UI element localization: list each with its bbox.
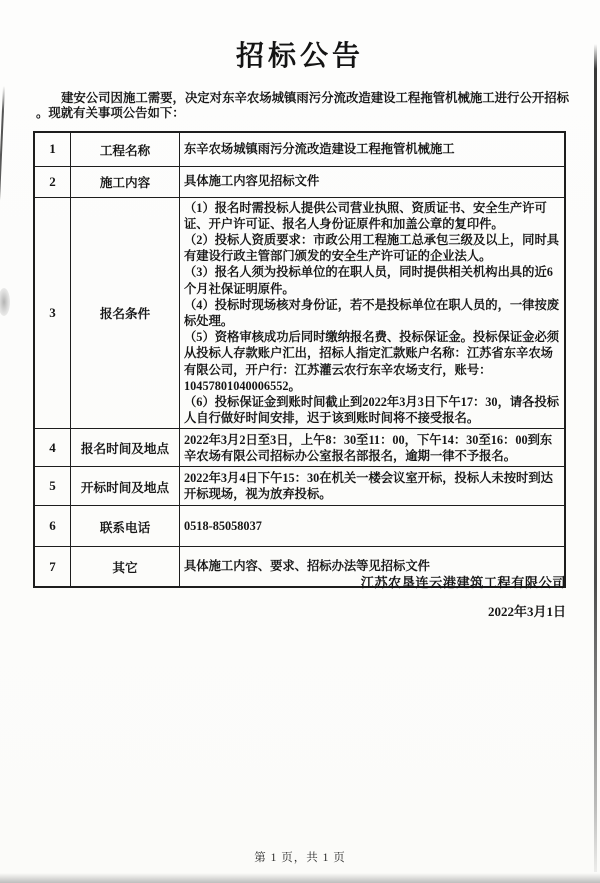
row-content-paragraph: 0518-85058037	[184, 519, 262, 534]
scan-artifact-bottom-shade	[0, 873, 600, 883]
table-row	[34, 166, 565, 197]
table-row	[34, 132, 565, 166]
row-content-paragraph: （5）资格审核成功后同时缴纳报名费、投标保证金。投标保证金必须从投标人存款账户汇出，招标人指定汇款账户名称：江苏省东辛农场有限公司，开户行：江苏灌云农行东辛农场支行，账号：10457801040006552。	[184, 330, 560, 393]
table-row	[34, 506, 565, 547]
intro-paragraph	[36, 91, 570, 121]
row-number: 1	[34, 132, 71, 166]
row-label: 工程名称	[71, 132, 180, 166]
issuer-company: 江苏农垦连云港建筑工程有限公司	[360, 575, 566, 590]
row-content-paragraph: （6）投标保证金到账时间截止到2022年3月3日下午17：30，请各投标人自行做好时间安排，迟于该到账时间将不接受报名。	[184, 394, 560, 426]
announcement-table	[33, 131, 566, 588]
row-number: 6	[34, 506, 71, 547]
row-number: 4	[34, 429, 71, 467]
row-content	[180, 506, 566, 547]
row-content-paragraph: 具体施工内容、要求、招标办法等见招标文件	[184, 559, 430, 574]
row-content	[180, 467, 566, 506]
scan-artifact-right-edge	[594, 44, 597, 872]
intro-line-1: 建安公司因施工需要，决定对东辛农场城镇雨污分流改造建设工程拖管机械施工进行公开招标	[61, 91, 570, 105]
row-content	[180, 197, 566, 429]
row-content-paragraph: 具体施工内容见招标文件	[184, 174, 320, 189]
row-number: 2	[34, 166, 71, 197]
table-row	[34, 429, 565, 467]
row-label: 其它	[71, 547, 180, 587]
row-content-paragraph: 东辛农场城镇雨污分流改造建设工程拖管机械施工	[184, 142, 455, 157]
table-row	[34, 467, 565, 506]
page-number: 第 1 页，共 1 页	[254, 852, 346, 864]
issue-date: 2022年3月1日	[487, 604, 566, 619]
row-label: 报名条件	[71, 197, 180, 429]
intro-line-2: 。现就有关事项公告如下：	[36, 105, 185, 120]
table-row	[34, 197, 565, 429]
row-content	[180, 132, 566, 166]
row-content-paragraph: 2022年3月2日至3日，上午8：30至11：00，下午14：30至16：00到东辛农场有限公司招标办公室报名部报名，逾期一律不予报名。	[184, 432, 553, 463]
document-title: 招标公告	[235, 41, 364, 72]
row-content-paragraph: （4）投标时现场核对身份证，若不是投标单位在职人员的，一律按废标处理。	[184, 297, 560, 328]
row-number: 3	[34, 197, 71, 429]
row-label: 开标时间及地点	[71, 467, 180, 506]
row-content-paragraph: 2022年3月4日下午15：30在机关一楼会议室开标，投标人未按时到达开标现场，视为放弃投标。	[184, 471, 553, 502]
row-label: 报名时间及地点	[71, 429, 180, 467]
scan-artifact-left-line	[0, 86, 5, 298]
row-number: 7	[34, 547, 71, 587]
row-content	[180, 166, 566, 197]
row-label: 联系电话	[71, 506, 180, 547]
scan-artifact-left-smudge	[0, 288, 10, 316]
row-content-paragraph: （1）报名时需投标人提供公司营业执照、资质证书、安全生产许可证、开户许可证、报名人身份证原件和加盖公章的复印件。	[184, 200, 547, 231]
row-content-paragraph: （3）报名人须为投标单位的在职人员，同时提供相关机构出具的近6个月社保证明原件。	[184, 265, 553, 296]
row-content	[180, 429, 566, 467]
row-content-paragraph: （2）投标人资质要求：市政公用工程施工总承包三级及以上，同时具有建设行政主管部门颁发的安全生产许可证的企业法人。	[184, 232, 560, 264]
row-number: 5	[34, 467, 71, 506]
row-label: 施工内容	[71, 166, 180, 197]
